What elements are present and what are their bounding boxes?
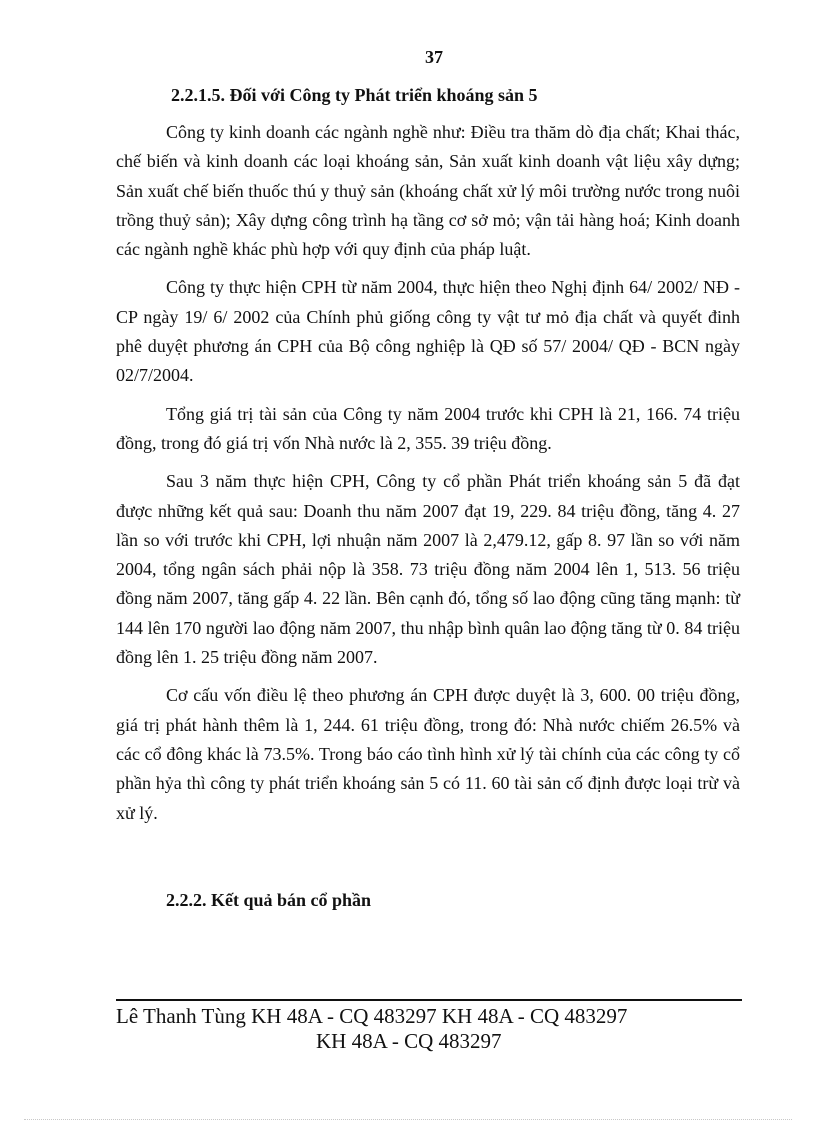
paragraph-results: Sau 3 năm thực hiện CPH, Công ty cổ phần Phát triển khoáng sản 5 đã đạt được những kết quả sau: Doanh thu năm 2007 đạt 19, 229. 84 triệu đồng, tăng 4. 27 lần so với trước khi CPH, lợi nhuận năm 2007 là 2,479.12, gấp 8. 97 lần so với năm 2004, tổng ngân sách phải nộp là 358. 73 triệu đồng năm 2004 lên 1, 513. 56 triệu đồng năm 2007, tăng gấp 4. 22 lần. Bên cạnh đó, tổng số lao động cũng tăng mạnh: từ 144 lên 170 người lao động năm 2007, thu nhập bình quân lao động tăng từ 0. 84 triệu đồng lên 1. 25 triệu đồng năm 2007. bbox=[116, 471, 740, 668]
section-heading: 2.2.1.5. Đối với Công ty Phát triển khoáng sản 5 bbox=[171, 85, 538, 105]
footer-author-line: Lê Thanh Tùng KH 48A - CQ 483297 KH 48A - CQ 483297 bbox=[116, 1004, 628, 1028]
subsection-heading: 2.2.2. Kết quả bán cổ phần bbox=[166, 890, 372, 910]
footer-divider bbox=[116, 999, 742, 1001]
paragraph-equitization-decree: Công ty thực hiện CPH từ năm 2004, thực hiện theo Nghị định 64/ 2002/ NĐ - CP ngày 19/ 6/ 2002 của Chính phủ giống công ty vật tư mỏ địa chất và quyết đinh phê duyệt phương án CPH của Bộ công nghiệp là QĐ số 57/ 2004/ QĐ - BCN ngày 02/7/2004. bbox=[116, 277, 740, 386]
paragraph-business-lines: Công ty kinh doanh các ngành nghề như: Điều tra thăm dò địa chất; Khai thác, chế biến và kinh doanh các loại khoáng sản, Sản xuất kinh doanh vật liệu xây dựng; Sản xuất chế biến thuốc thú y thuỷ sản (khoáng chất xử lý môi trường nước trong nuôi trồng thuỷ sản); Xây dựng công trình hạ tầng cơ sở mỏ; vận tải hàng hoá; Kinh doanh các ngành nghề khác phù hợp với quy định của pháp luật. bbox=[116, 122, 740, 260]
page-number: 37 bbox=[425, 47, 443, 67]
paragraph-capital-structure: Cơ cấu vốn điều lệ theo phương án CPH được duyệt là 3, 600. 00 triệu đồng, giá trị phát hành thêm là 1, 244. 61 triệu đồng, trong đó: Nhà nước chiếm 26.5% và các cổ đông khác là 73.5%. Trong báo cáo tình hình xử lý tài chính của các công ty cổ phần hỷa thì công ty phát triển khoáng sản 5 có 11. 60 tài sản cố định được loại trừ và xử lý. bbox=[116, 685, 740, 823]
body-text bbox=[116, 118, 740, 837]
paragraph-total-assets: Tổng giá trị tài sản của Công ty năm 2004 trước khi CPH là 21, 166. 74 triệu đồng, trong đó giá trị vốn Nhà nước là 2, 355. 39 triệu đồng. bbox=[116, 403, 740, 453]
page-bottom-border bbox=[24, 1119, 792, 1120]
footer-class-line: KH 48A - CQ 483297 bbox=[316, 1029, 502, 1053]
